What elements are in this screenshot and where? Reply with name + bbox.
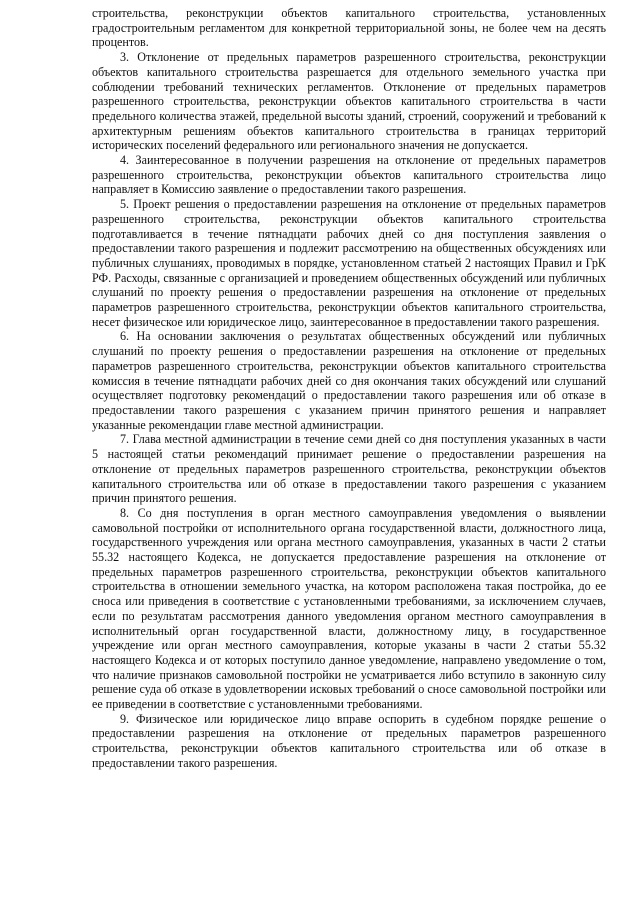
paragraph-item-4: 4. Заинтересованное в получении разрешения на отклонение от предельных параметров разрешенного строительства, реконструкции объектов капитального строительства лицо направляет в Комиссию заявление о предоставлении такого разрешения. xyxy=(92,153,606,197)
paragraph-item-7: 7. Глава местной администрации в течение семи дней со дня поступления указанных в части 5 настоящей статьи рекомендаций принимает решение о предоставлении разрешения на отклонение от предельных параметров разрешенного строительства, реконструкции объектов капитального строительства или об отказе в предоставлении такого разрешения с указанием причин принятого решения. xyxy=(92,432,606,506)
paragraph-item-3: 3. Отклонение от предельных параметров разрешенного строительства, реконструкции объектов капитального строительства разрешается для отдельного земельного участка при соблюдении требований технических регламентов. Отклонение от предельных параметров разрешенного строительства, реконструкции объектов капитального строительства в части предельного количества этажей, предельной высоты зданий, строений, сооружений и требований к архитектурным решениям объектов капитального строительства в границах территорий исторических поселений федерального или регионального значения не допускается. xyxy=(92,50,606,153)
paragraph-item-6: 6. На основании заключения о результатах общественных обсуждений или публичных слушаний по проекту решения о предоставлении разрешения на отклонение от предельных параметров разрешенного строительства, реконструкции объектов капитального строительства комиссия в течение пятнадцати рабочих дней со дня окончания таких обсуждений или слушаний осуществляет подготовку рекомендаций о предоставлении такого разрешения или об отказе в предоставлении такого разрешения с указанием причин принятого решения и направляет указанные рекомендации главе местной администрации. xyxy=(92,329,606,432)
paragraph-item-8: 8. Со дня поступления в орган местного самоуправления уведомления о выявлении самовольной постройки от исполнительного органа государственной власти, должностного лица, государственного учреждения или органа местного самоуправления, указанных в части 2 статьи 55.32 настоящего Кодекса, не допускается предоставление разрешения на отклонение от предельных параметров разрешенного строительства, реконструкции объектов капитального строительства в отношении земельного участка, на котором расположена такая постройка, до ее сноса или приведения в соответствие с установленными требованиями, за исключением случаев, если по результатам рассмотрения данного уведомления органом местного самоуправления в исполнительный орган государственной власти, должностному лицу, в государственное учреждение или орган местного самоуправления, которые указаны в части 2 статьи 55.32 настоящего Кодекса и от которых поступило данное уведомление, направлено уведомление о том, что наличие признаков самовольной постройки не усматривается либо вступило в законную силу решение суда об отказе в удовлетворении исковых требований о сносе самовольной постройки или ее приведении в соответствие с установленными требованиями. xyxy=(92,505,606,712)
paragraph-item-9: 9. Физическое или юридическое лицо вправе оспорить в судебном порядке решение о предоставлении разрешения на отклонение от предельных параметров разрешенного строительства, реконструкции объектов капитального строительства или об отказе в предоставлении такого разрешения. xyxy=(92,711,606,770)
paragraph-item-5: 5. Проект решения о предоставлении разрешения на отклонение от предельных параметров разрешенного строительства, реконструкции объектов капитального строительства подготавливается в течение пятнадцати рабочих дней со дня поступления заявления о предоставлении такого разрешения и подлежит рассмотрению на общественных обсуждениях или публичных слушаниях, проводимых в порядке, установленном статьей 2 настоящих Правил и ГрК РФ. Расходы, связанные с организацией и проведением общественных обсуждений или публичных слушаний по проекту решения о предоставлении разрешения на отклонение от предельных параметров разрешенного строительства, реконструкции объектов капитального строительства, несет физическое или юридическое лицо, заинтересованное в предоставлении такого разрешения. xyxy=(92,197,606,329)
paragraph-continuation: строительства, реконструкции объектов капитального строительства, установленных градостроительным регламентом для конкретной территориальной зоны, не более чем на десять процентов. xyxy=(92,6,606,50)
